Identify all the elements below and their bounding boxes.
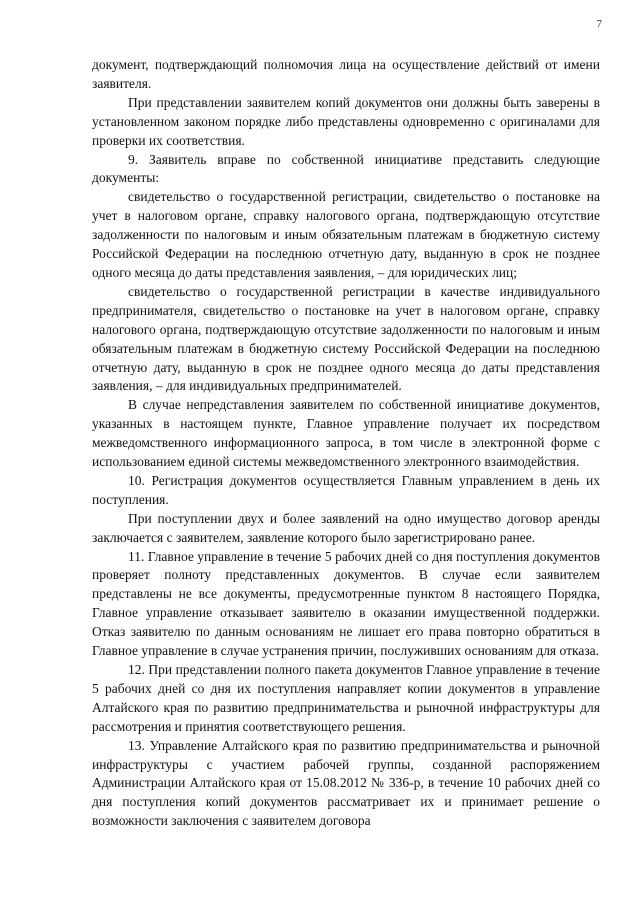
paragraph-copies-certification: При представлении заявителем копий документов они должны быть заверены в установленном законом порядке либо представлены одновременно с оригиналами для проверки их соответствия. bbox=[92, 94, 600, 148]
page-number: 7 bbox=[596, 18, 602, 30]
document-body bbox=[92, 56, 600, 831]
paragraph-item-10: 10. Регистрация документов осуществляется Главным управлением в день их поступления. bbox=[92, 472, 600, 507]
paragraph-item-11: 11. Главное управление в течение 5 рабочих дней со дня поступления документов проверяет полноту представленных документов. В случае если заявителем представлены не все документы, предусмотренные пунктом 8 настоящего Порядка, Главное управление отказывает заявителю в оказании имущественной поддержки. Отказ заявителю по данным основаниям не лишает его права повторно обратиться в Главное управление в случае устранения причин, послуживших основаниям для отказа. bbox=[92, 548, 600, 659]
paragraph-continuation: документ, подтверждающий полномочия лица на осуществление действий от имени заявителя. bbox=[92, 57, 600, 91]
paragraph-item-13: 13. Управление Алтайского края по развитию предпринимательства и рыночной инфраструктуры с участием рабочей группы, созданной распоряжением Администрации Алтайского края от 15.08.2012 № 336-р, в течение 10 рабочих дней со дня поступления копий документов рассматривает их и принимает решение о возможности заключения с заявителем договора bbox=[92, 737, 600, 829]
paragraph-legal-entities: свидетельство о государственной регистрации, свидетельство о постановке на учет в налоговом органе, справку налогового органа, подтверждающую отсутствие задолженности по налоговым и иным обязательным платежам в бюджетную систему Российской Федерации на последнюю отчетную дату, выданную в срок не позднее одного месяца до даты представления заявления, – для юридических лиц; bbox=[92, 189, 600, 280]
paragraph-entrepreneurs: свидетельство о государственной регистрации в качестве индивидуального предпринимателя, свидетельство о постановке на учет в налоговом органе, справку налогового органа, подтверждающую отсутствие задолженности по налоговым и иным обязательным платежам в бюджетную систему Российской Федерации на последнюю отчетную дату, выданную в срок не позднее одного месяца до даты представления заявления, – для индивидуальных предпринимателей. bbox=[92, 283, 600, 394]
paragraph-item-9: 9. Заявитель вправе по собственной инициативе представить следующие документы: bbox=[92, 151, 600, 186]
paragraph-multiple-applications: При поступлении двух и более заявлений на одно имущество договор аренды заключается с заявителем, заявление которого было зарегистрировано ранее. bbox=[92, 510, 600, 545]
paragraph-interagency-request: В случае непредставления заявителем по собственной инициативе документов, указанных в настоящем пункте, Главное управление получает их посредством межведомственного информационного запроса, в том числе в электронной форме с использованием единой системы межведомственного электронного взаимодействия. bbox=[92, 397, 600, 470]
paragraph-item-12: 12. При представлении полного пакета документов Главное управление в течение 5 рабочих дней со дня их поступления направляет копии документов в управление Алтайского края по развитию предпринимательства и рыночной инфраструктуры для рассмотрения и принятия соответствующего решения. bbox=[92, 662, 600, 734]
